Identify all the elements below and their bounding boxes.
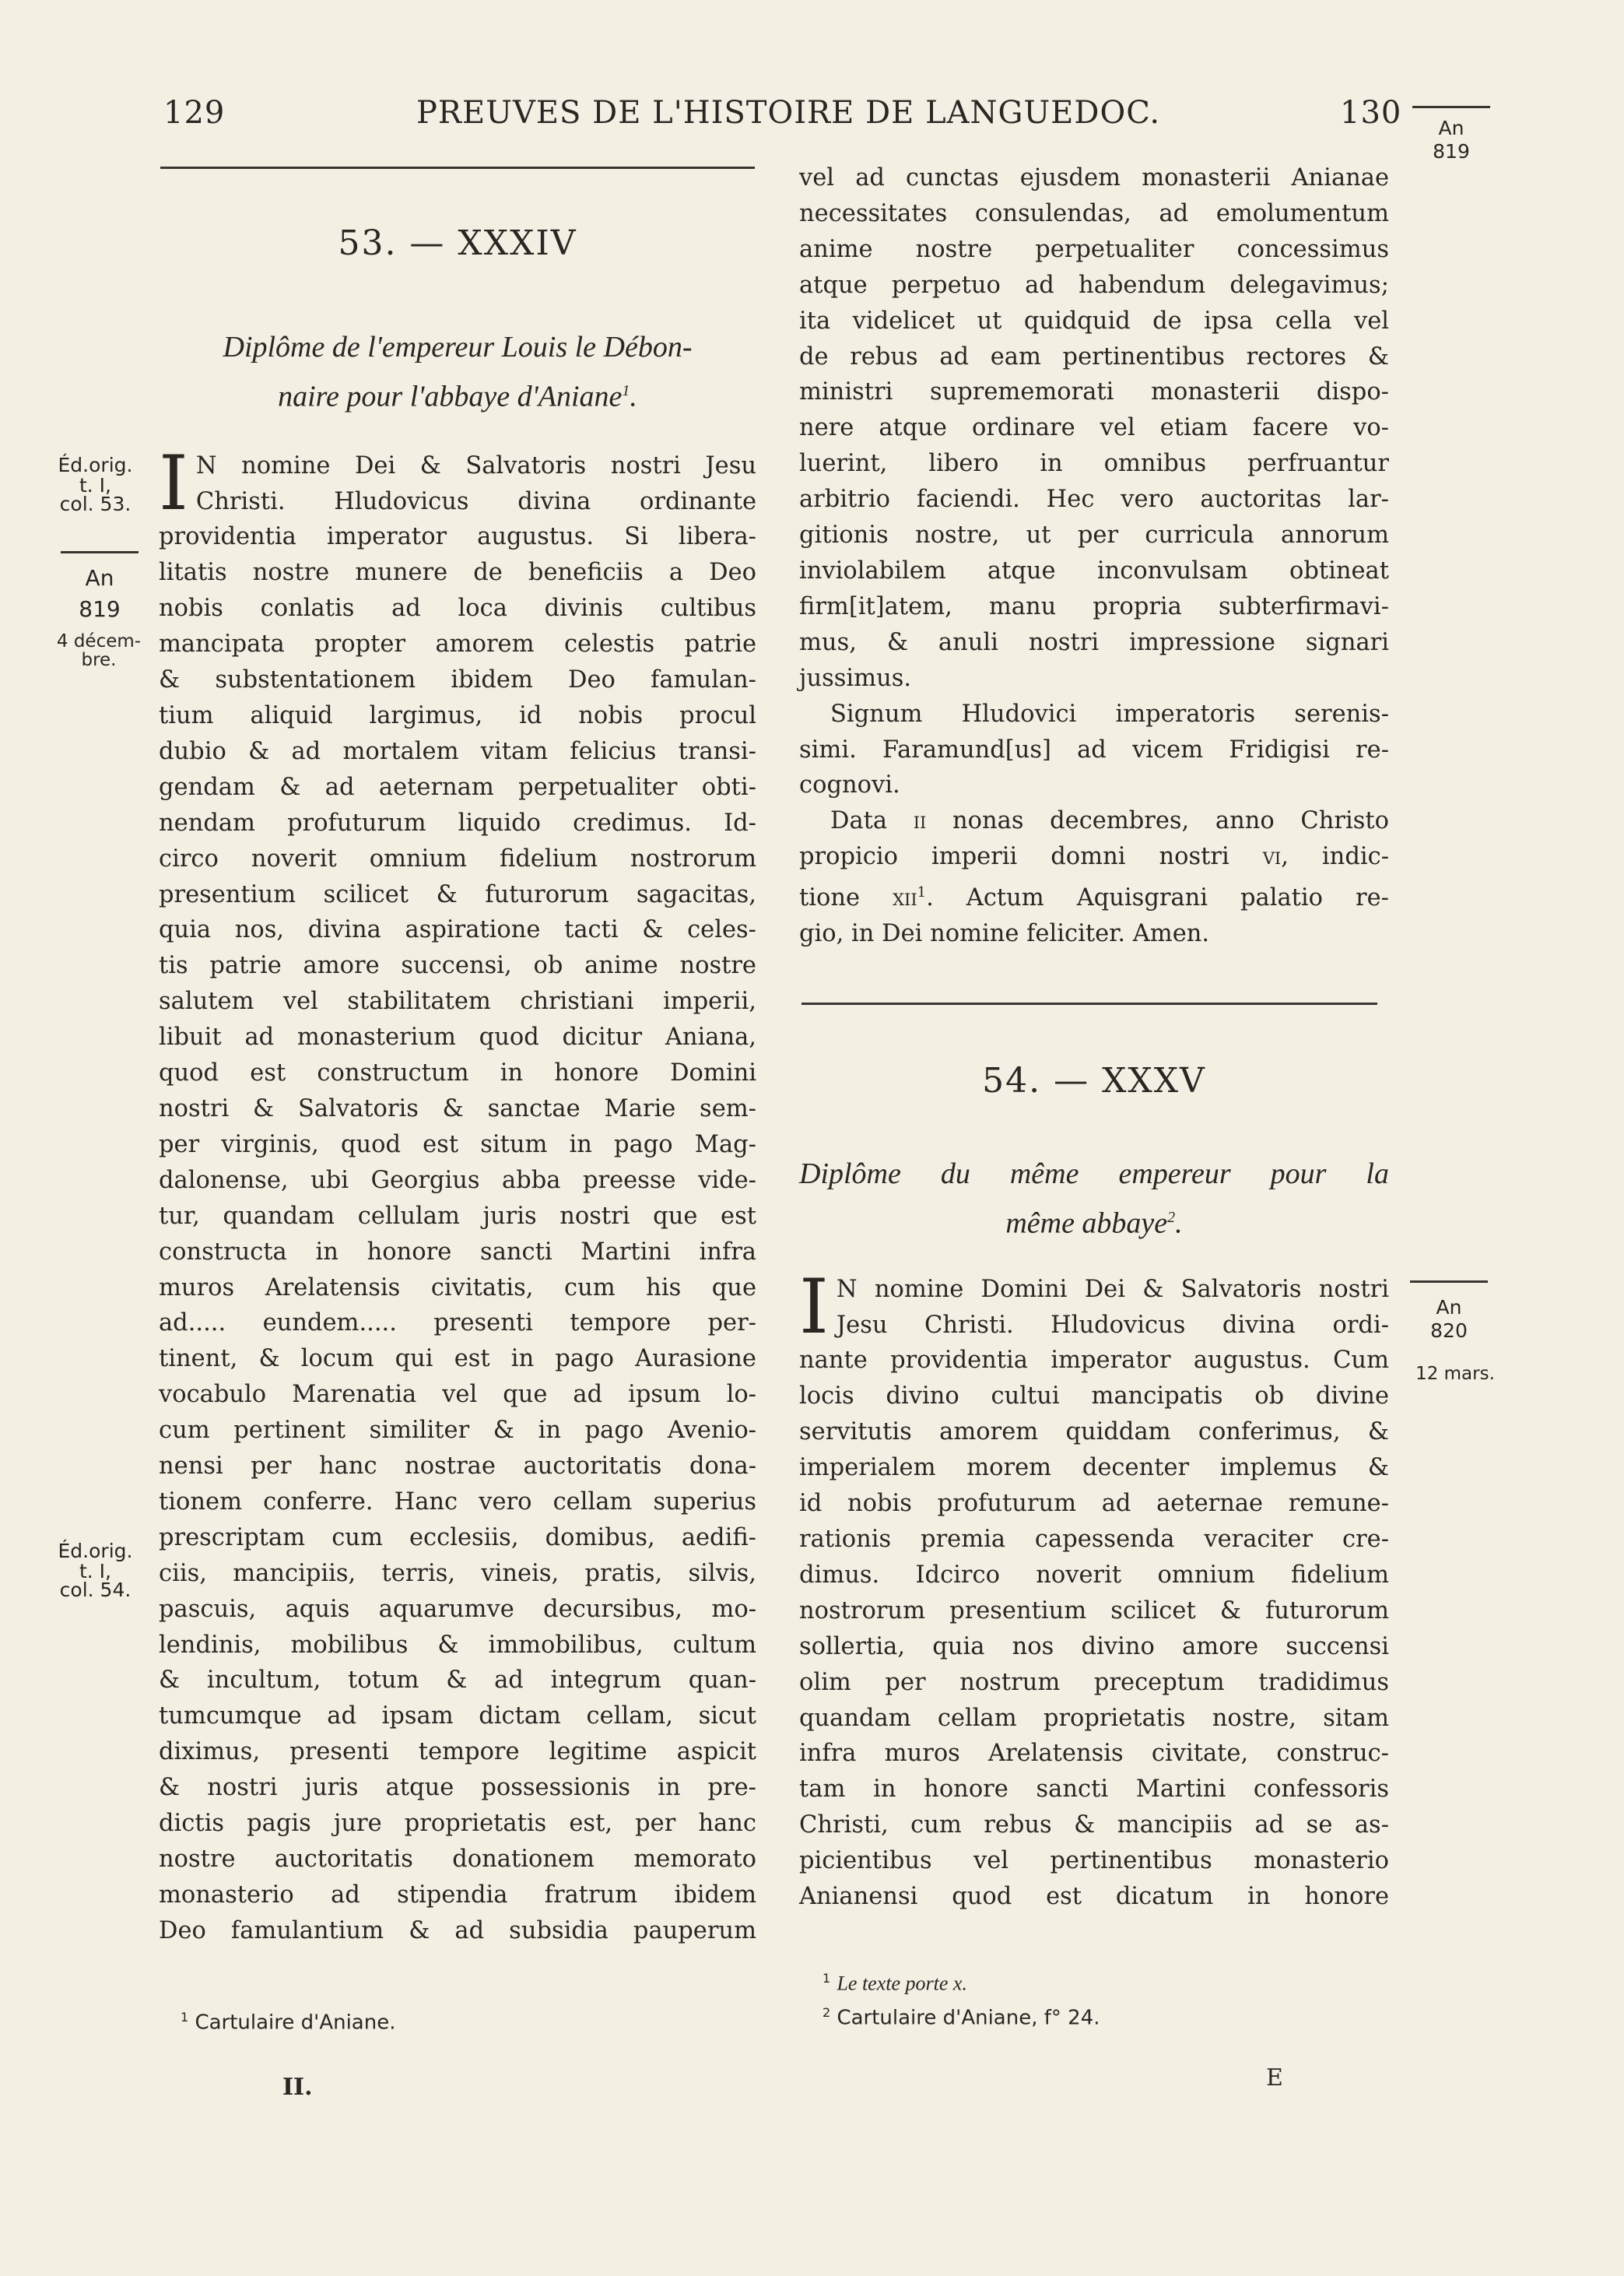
doc54-section [799, 1063, 1389, 1915]
center-separator-rule [801, 1003, 1377, 1005]
text-line: & incultum, totum & ad integrum quan- [159, 1667, 756, 1695]
text-line: arbitrio faciendi. Hec vero auctoritas lar- [799, 486, 1389, 514]
header-title: PREUVES DE L'HISTOIRE DE LANGUEDOC. [416, 95, 1161, 131]
text-line: jussimus. [799, 664, 912, 692]
doc53-body [159, 439, 756, 1949]
text-line: necessitates consulendas, ad emolumentum [799, 199, 1389, 227]
text-line: nostre auctoritatis donationem memorato [159, 1846, 756, 1873]
text-line: salutem vel stabilitatem christiani imperii, [159, 988, 756, 1016]
text-line: tur, quandam cellulam juris nostri que est [159, 1202, 756, 1230]
doc54-number: 54. — XXXV [982, 1061, 1206, 1101]
text-line: rationis premia capessenda veraciter cre- [799, 1526, 1389, 1553]
text-line: ministri suprememorati monasterii dispo- [799, 378, 1389, 406]
right-column [799, 160, 1389, 952]
margin-year-819-left: An 819 [79, 565, 121, 622]
text-line: nendam profuturum liquido credimus. Id- [159, 809, 756, 837]
text-line: cognovi. [799, 771, 900, 799]
left-margin-rule [61, 551, 139, 553]
footnote-right-1: $^1$ Le texte porte x. [823, 1971, 967, 1995]
text-line: Deo famulantium & ad subsidia pauperum [159, 1916, 756, 1944]
text-line: presentium scilicet & futurorum sagacitas, [159, 880, 756, 908]
text-line: nobis conlatis ad loca divinis cultibus [159, 595, 756, 623]
doc53-dating: Data ii nonas decembres, anno Christo propicio imperii domni nostri vi, indic- tione xii$^1$. Actum Aquisgrani palatio re- gio, in Dei nomine feliciter. Amen. [799, 807, 1389, 948]
text-line: firm[it]atem, manu propria subterfirmavi- [799, 592, 1389, 620]
text-line: anime nostre perpetualiter concessimus [799, 235, 1389, 263]
text-line: & nostri juris atque possessionis in pre- [159, 1774, 756, 1802]
text-line: dimus. Idcirco noverit omnium fidelium [799, 1561, 1389, 1589]
text-line: & substentationem ibidem Deo famulan- [159, 666, 756, 694]
text-line: mancipata propter amorem celestis patrie [159, 630, 756, 659]
text-line: nante providentia imperator augustus. Cum [799, 1347, 1389, 1375]
left-top-rule [160, 167, 755, 169]
margin-date-4-decembre: 4 décem- bre. [56, 631, 142, 670]
text-line: picientibus vel pertinentibus monasterio [799, 1847, 1389, 1875]
text-line: simi. Faramund[us] ad vicem Fridigisi re- [799, 736, 1389, 764]
header-right-page-number: 130 [1340, 95, 1402, 131]
text-line: dubio & ad mortalem vitam felicius transi- [159, 737, 756, 765]
text-line: pascuis, aquis aquarumve decursibus, mo- [159, 1595, 756, 1623]
text-line: quia nos, divina aspiratione tacti & celes- [159, 916, 756, 944]
text-line: id nobis profuturum ad aeternae remune- [799, 1490, 1389, 1518]
text-line: monasterio ad stipendia fratrum ibidem [159, 1881, 756, 1909]
text-line: dictis pagis jure proprietatis est, per hanc [159, 1810, 756, 1838]
text-line: sollertia, quia nos divino amore succensi [799, 1632, 1389, 1660]
text-line: dalonense, ubi Georgius abba preesse vide- [159, 1166, 756, 1194]
text-line: constructa in honore sancti Martini infra [159, 1238, 756, 1266]
doc54-title: Diplôme du même empereur pour la même abbaye$^2$. [799, 1157, 1389, 1240]
footer-volume: II. [282, 2074, 313, 2101]
text-line: de rebus ad eam pertinentibus rectores & [799, 342, 1389, 371]
text-line: litatis nostre munere de beneficiis a Deo [159, 559, 756, 587]
doc53-lines [159, 519, 756, 1948]
text-line: locis divino cultui mancipatis ob divine [799, 1382, 1389, 1410]
text-line: ita videlicet ut quidquid de ipsa cella vel [799, 307, 1389, 335]
text-line: nostri & Salvatoris & sanctae Marie sem- [159, 1094, 756, 1122]
text-line: tinent, & locum qui est in pago Aurasione [159, 1345, 756, 1373]
doc53-continuation [799, 160, 1389, 697]
text-line: libuit ad monasterium quod dicitur Aniana, [159, 1024, 756, 1052]
text-line: gendam & ad aeternam perpetualiter obti- [159, 773, 756, 801]
text-line: diximus, presenti tempore legitime aspicit [159, 1738, 756, 1766]
text-line: quod est constructum in honore Domini [159, 1059, 756, 1087]
text-line: Signum Hludovici imperatoris serenis- [830, 700, 1389, 728]
doc54-line: Jesu Christi. Hludovicus divina ordi- [836, 1311, 1389, 1339]
text-line: muros Arelatensis civitatis, cum his que [159, 1273, 756, 1301]
text-line: mus, & anuli nostri impressione signari [799, 628, 1389, 656]
text-line: imperialem morem decenter implemus & [799, 1454, 1389, 1482]
text-line: tam in honore sancti Martini confessoris [799, 1775, 1389, 1804]
margin-year-820-right: An 820 [1430, 1296, 1468, 1342]
doc53-dropcap: I [159, 439, 188, 527]
text-line: atque perpetuo ad habendum delegavimus; [799, 271, 1389, 299]
text-line: lendinis, mobilibus & immobilibus, cultum [159, 1631, 756, 1659]
text-line: nensi per hanc nostrae auctoritatis dona- [159, 1452, 756, 1480]
text-line: providentia imperator augustus. Si libera- [159, 523, 756, 551]
header-left-page-number: 129 [163, 95, 226, 131]
text-line: quandam cellam proprietatis nostre, sitam [799, 1704, 1389, 1732]
text-line: servitutis amorem quiddam conferimus, & [799, 1418, 1389, 1446]
text-line: gitionis nostre, ut per curricula annorum [799, 522, 1389, 550]
text-line: nostrorum presentium scilicet & futurorum [799, 1596, 1389, 1624]
footer-signature-letter: E [1266, 2064, 1283, 2092]
text-line: olim per nostrum preceptum tradidimus [799, 1668, 1389, 1696]
text-line: cum pertinent similiter & in pago Avenio- [159, 1417, 756, 1445]
text-line: Anianensi quod est dicatum in honore [799, 1883, 1389, 1911]
doc54-dropcap: I [799, 1263, 829, 1350]
text-line: luerint, libero in omnibus perfruantur [799, 450, 1389, 478]
doc53-number: 53. — XXXIV [338, 223, 577, 263]
margin-date-12-mars: 12 mars. [1415, 1364, 1495, 1384]
text-line: tionem conferre. Hanc vero cellam superius [159, 1487, 756, 1516]
doc53-line: N nomine Dei & Salvatoris nostri Jesu [195, 451, 756, 479]
text-line: tis patrie amore succensi, ob anime nostre [159, 952, 756, 980]
doc54-line: N nomine Domini Dei & Salvatoris nostri [836, 1275, 1390, 1303]
margin-year-819-right: An 819 [1433, 117, 1470, 163]
right-margin-rule-1 [1412, 106, 1490, 108]
footnote-right-2: $^2$ Cartulaire d'Aniane, f° 24. [823, 2005, 1100, 2030]
text-line: tium aliquid largimus, id nobis procul [159, 702, 756, 729]
text-line: ciis, mancipiis, terris, vineis, pratis, silvis, [159, 1559, 756, 1587]
margin-edition-col53: Éd.orig. t. I, col. 53. [58, 454, 133, 515]
doc53-title: Diplôme de l'empereur Louis le Débon- naire pour l'abbaye d'Aniane$^1$. [223, 331, 693, 413]
doc53-line: Christi. Hludovicus divina ordinante [195, 487, 756, 515]
text-line: circo noverit omnium fidelium nostrorum [159, 845, 756, 873]
doc54-body [799, 1263, 1390, 1915]
margin-edition-col54: Éd.orig. t. I, col. 54. [58, 1540, 133, 1601]
text-line: Christi, cum rebus & mancipiis ad se as- [799, 1811, 1389, 1839]
doc53-signum [799, 697, 1389, 804]
text-line: vel ad cunctas ejusdem monasterii Anianae [799, 164, 1389, 191]
right-margin-rule-2 [1410, 1280, 1488, 1283]
text-line: per virginis, quod est situm in pago Mag- [159, 1130, 756, 1158]
text-line: prescriptam cum ecclesiis, domibus, aedifi- [159, 1523, 756, 1551]
text-line: tumcumque ad ipsam dictam cellam, sicut [159, 1702, 756, 1730]
text-line: infra muros Arelatensis civitate, construc- [799, 1740, 1389, 1768]
footnote-left: $^1$ Cartulaire d'Aniane. [181, 2010, 396, 2035]
text-line: ad..... eundem..... presenti tempore per- [159, 1309, 756, 1337]
left-column [159, 223, 756, 1949]
text-line: vocabulo Marenatia vel que ad ipsum lo- [159, 1381, 756, 1409]
doc54-lines [799, 1343, 1389, 1915]
text-line: inviolabilem atque inconvulsam obtineat [799, 557, 1389, 585]
text-line: nere atque ordinare vel etiam facere vo- [799, 414, 1389, 442]
